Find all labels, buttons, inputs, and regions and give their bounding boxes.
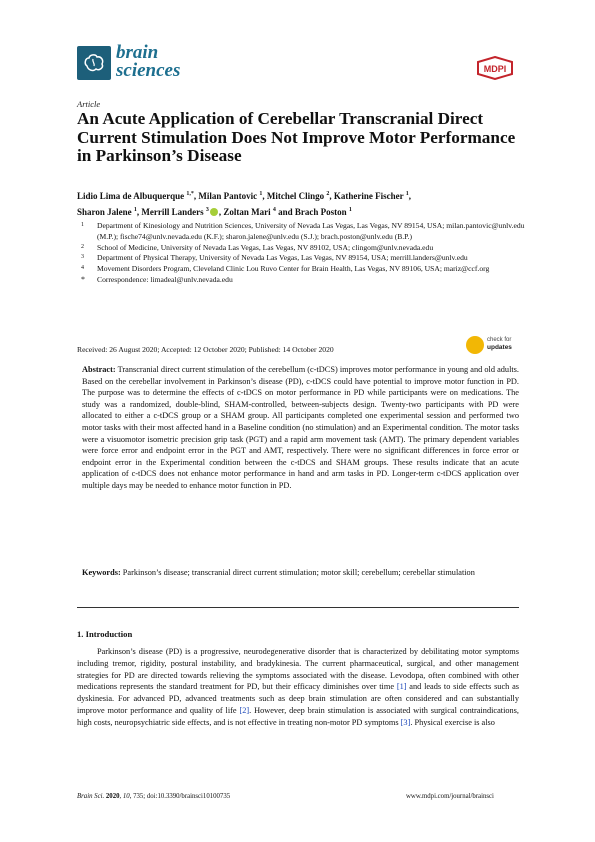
check-updates-icon xyxy=(466,336,484,354)
author[interactable]: Brach Poston $^1$ xyxy=(294,207,352,217)
abstract xyxy=(82,364,519,492)
keywords xyxy=(82,567,519,579)
affiliation: 3 Department of Physical Therapy, University of Nevada Las Vegas, Las Vegas, NV 89154, USA; merrill.landers@unlv.edu xyxy=(81,253,468,263)
check-updates-line1: check for xyxy=(487,337,512,343)
keywords-label: Keywords: xyxy=(82,568,121,577)
affiliations xyxy=(77,221,527,286)
author[interactable]: Zoltan Mari $^4$ xyxy=(223,207,276,217)
author[interactable]: Lidio Lima de Albuquerque $^{1,*}$ xyxy=(77,191,194,201)
author[interactable]: Milan Pantovic $^1$ xyxy=(198,191,263,201)
journal-name-line2: sciences xyxy=(116,60,181,81)
citation-link[interactable]: [1] xyxy=(396,682,407,692)
journal-name-line1: brain xyxy=(116,42,159,63)
journal-logo-icon xyxy=(77,46,111,80)
citation-link[interactable]: [2] xyxy=(239,705,250,715)
author[interactable]: Sharon Jalene $^1$ xyxy=(77,207,137,217)
keywords-text: Parkinson’s disease; transcranial direct current stimulation; motor skill; cerebellum; cerebellar stimulation xyxy=(122,568,475,577)
author[interactable]: Merrill Landers $^3$ xyxy=(141,207,209,217)
article-title: An Acute Application of Cerebellar Transcranial Direct Current Stimulation Does Not Improve Motor Performance in Parkinson’s Disease xyxy=(77,109,516,165)
article-type: Article xyxy=(77,99,101,109)
affiliation: 4 Movement Disorders Program, Cleveland Clinic Lou Ruvo Center for Brain Health, Las Vegas, NV 89106, USA; mariz@ccf.org xyxy=(81,264,490,274)
journal-url[interactable]: www.mdpi.com/journal/brainsci xyxy=(406,793,494,800)
abstract-text: Transcranial direct current stimulation of the cerebellum (c-tDCS) improves motor performance in young and old adults. Based on the cerebellar involvement in Parkinson’s disease (PD), c-tDCS could have potential to improve motor function in PD. The purpose was to determine the effects of c-tDCS on motor performance in PD while participants were on medications. The study was a randomized, double-blind, SHAM-controlled, between-subjects design. Twenty-two participants with PD were allocated to either a c-tDCS group or a SHAM group. All participants completed one experimental session and performed two motor tasks with their most affected hand in a Baseline condition (no stimulation) and an Experimental condition. The motor tasks were a visuomotor isometric precision grip task (PGT) and a rapid arm movement task (AMT). The primary dependent variables were force error and endpoint error in the PGT and AMT, respectively. There were no significant differences in force error or endpoint error in the Experimental condition between the c-tDCS and SHAM groups. These results indicate that an acute application of c-tDCS does not enhance motor performance in hand and arm tasks in PD. Longer-term c-tDCS application over multiple days may be needed to enhance motor function in PD. xyxy=(82,365,519,490)
author[interactable]: Katherine Fischer $^1$ xyxy=(333,191,409,201)
brain-icon xyxy=(81,50,107,76)
mdpi-logo-icon xyxy=(476,56,514,80)
abstract-label: Abstract: xyxy=(82,365,116,374)
publisher-name: MDPI xyxy=(483,64,507,74)
check-for-updates-badge[interactable] xyxy=(466,334,526,356)
orcid-icon[interactable] xyxy=(210,208,218,216)
footer-citation: Brain Sci. 2020, 10, 735; doi:10.3390/brainsci10100735 xyxy=(77,793,231,800)
correspondence: * Correspondence: limadeal@unlv.nevada.edu xyxy=(81,274,233,284)
affiliation: 1 Department of Kinesiology and Nutrition Sciences, University of Nevada Las Vegas, Las Vegas, NV 89154, USA; milan.pantovic@unlv.edu (M.P.); fische74@unlv.nevada.edu (K.F.); sharon.jalene@unlv.edu (S.J.); brach.poston@unlv.edu (B.P.) xyxy=(81,221,525,241)
author[interactable]: Mitchel Clingo $^2$ xyxy=(266,191,330,201)
author-list: Lidio Lima de Albuquerque $^{1,*}$, Milan Pantovic $^1$, Mitchel Clingo $^2$, Katherine Fischer $^1$, Sharon Jalene $^1$, Merrill Landers $^3$ , Zoltan Mari $^4$ and Brach Poston $^1$ xyxy=(77,191,411,217)
section-heading: 1. Introduction xyxy=(77,629,133,639)
body-paragraph: Parkinson’s disease (PD) is a progressive, neurodegenerative disorder that is characterized by debilitating motor symptoms including tremor, rigidity, postural instability, and bradykinesia. The current pharmaceutical, surgical, and other management strategies for PD are directed towards relieving the symptoms associated with the disease. Levodopa, often combined with other medications represents the standard treatment for PD, but their efficacy diminishes over time [1] and leads to side effects such as dyskinesia. For advanced PD, advanced treatments such as deep brain stimulation are often considered and can substantially improve motor performance and quality of life [2]. However, deep brain stimulation is associated with surgical contraindications, high costs, neuropsychiatric side effects, and is not effective in treating non-motor PD symptoms [3]. Physical exercise is also xyxy=(77,647,519,727)
section-divider xyxy=(77,607,519,608)
citation-link[interactable]: [3] xyxy=(400,717,411,727)
journal-name xyxy=(116,44,180,80)
publication-dates: Received: 26 August 2020; Accepted: 12 October 2020; Published: 14 October 2020 xyxy=(77,345,334,354)
check-updates-line2: updates xyxy=(487,344,512,351)
affiliation: 2 School of Medicine, University of Nevada Las Vegas, Las Vegas, NV 89102, USA; clingom@unlv.nevada.edu xyxy=(81,242,434,252)
